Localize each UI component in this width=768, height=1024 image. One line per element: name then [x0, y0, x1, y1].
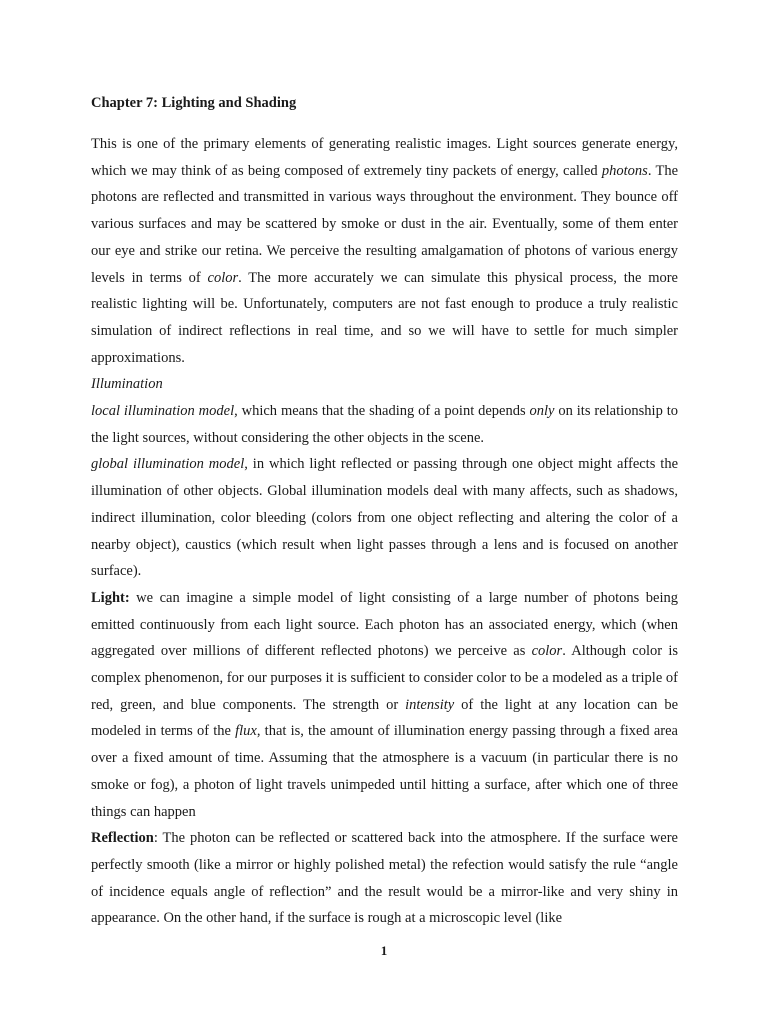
light-paragraph	[91, 585, 678, 825]
light-text-1: we can imagine a simple model of light consisting of a large number of photons being emitted continuously from each light source. Each photon has an associated energy, which (when aggregated over millions of different reflected photons) we perceive as	[91, 589, 678, 660]
local-model-text-2: on its relationship to the light sources, without considering the other objects in the scene.	[91, 403, 678, 446]
color-term: color	[207, 269, 239, 286]
chapter-title: Chapter 7: Lighting and Shading	[91, 95, 297, 111]
intro-text-3: . The more accurately we can simulate this physical process, the more realistic lighting will be. Unfortunately, computers are not fast enough to produce a truly realistic simulation of indirect reflections in real time, and so we will have to settle for much simpler approximations.	[91, 269, 678, 366]
light-text-3: of the light at any location can be modeled in terms of the	[91, 696, 679, 740]
reflection-text: : The photon can be reflected or scattered back into the atmosphere. If the surface were perfectly smooth (like a mirror or highly polished metal) the refection would satisfy the rule “angle of incidence equals angle of reflection” and the result would be a mirror-like and very shiny in appearance. On the other hand, if the surface is rough at a microscopic level (like	[91, 830, 678, 927]
intro-text-2: . The photons are reflected and transmitted in various ways throughout the environment. They bounce off various surfaces and may be scattered by smoke or dust in the air. Eventually, some of them enter our eye and strike our retina. We perceive the resulting amalgamation of photons of various energy levels in terms of	[91, 162, 678, 286]
local-model-term: local illumination model	[91, 403, 235, 420]
reflection-label: Reflection	[91, 830, 154, 847]
page-number: 1	[380, 943, 388, 958]
light-text-2: . Although color is complex phenomenon, for our purposes it is sufficient to consider color to be a modeled as a triple of red, green, and blue components. The strength or	[91, 643, 678, 713]
page-content	[91, 91, 678, 932]
global-model-text: , in which light reflected or passing through one object might affects the illumination of other objects. Global illumination models deal with many affects, such as shadows, indirect illumination, color bleeding (colors from one object reflecting and altering the color of a nearby object), caustics (which result when light passes through a lens and is focused on another surface).	[91, 456, 678, 580]
light-text-4: , that is, the amount of illumination energy passing through a fixed area over a fixed amount of time. Assuming that the atmosphere is a vacuum (in particular there is no smoke or fog), a photon of light travels unimpeded until hitting a surface, after which one of three things can happen	[91, 723, 678, 820]
only-term: only	[529, 403, 555, 420]
global-model-term: global illumination model	[91, 456, 245, 473]
local-model-text-1: , which means that the shading of a point depends	[234, 403, 530, 420]
flux-term: flux	[235, 723, 257, 740]
photons-term: photons	[601, 162, 648, 179]
intensity-term: intensity	[405, 696, 455, 713]
light-color-term: color	[531, 643, 563, 660]
illumination-heading: Illumination	[91, 376, 163, 393]
light-label: Light:	[91, 589, 130, 606]
intro-paragraph	[91, 131, 678, 371]
intro-text-1: This is one of the primary elements of generating realistic images. Light sources generate energy, which we may think of as being composed of extremely tiny packets of energy, called	[91, 136, 678, 179]
reflection-paragraph	[91, 825, 678, 932]
local-model-paragraph	[91, 398, 678, 451]
global-model-paragraph	[91, 451, 678, 585]
